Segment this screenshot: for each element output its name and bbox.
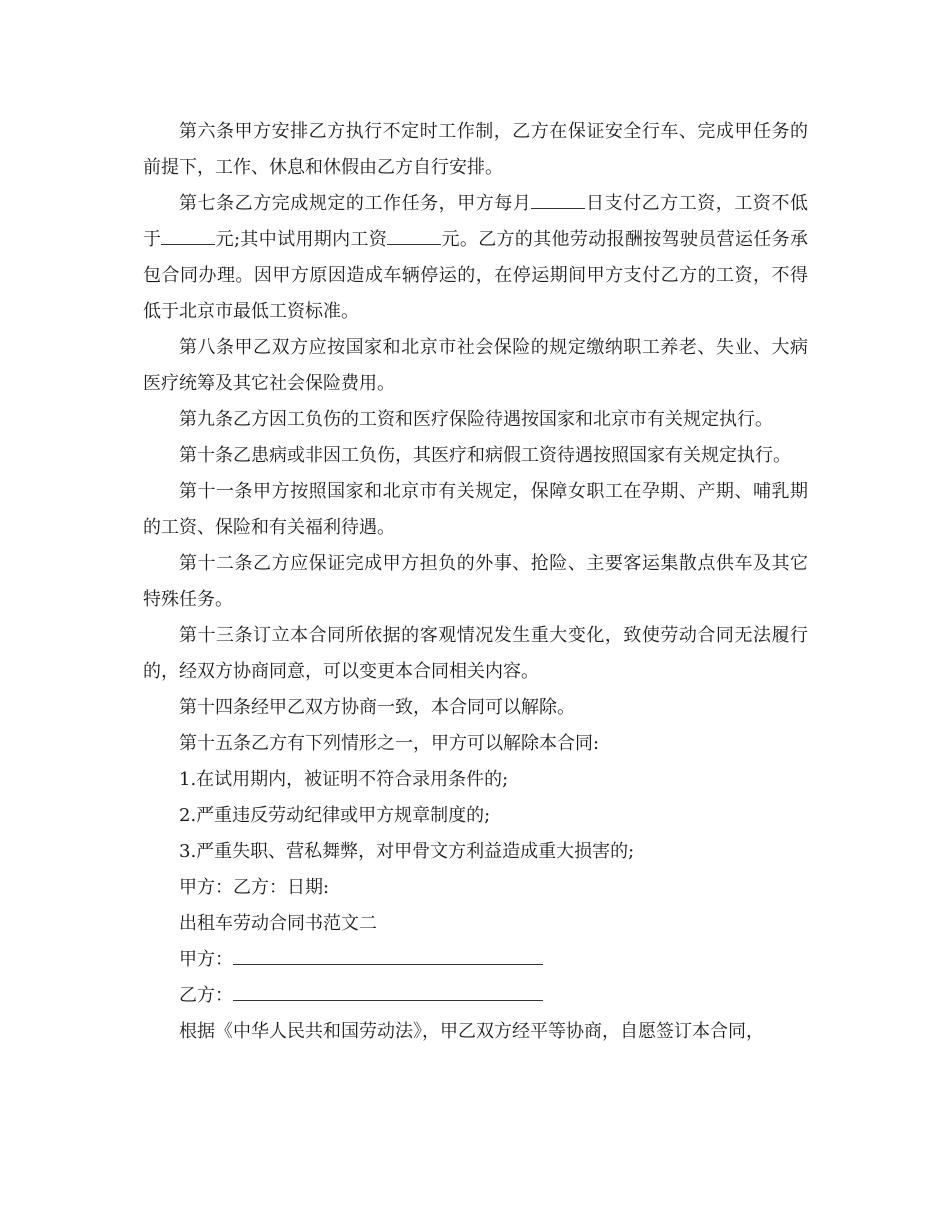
party-b-label: 乙方： xyxy=(179,985,233,1006)
article-11: 第十一条甲方按照国家和北京市有关规定，保障女职工在孕期、产期、哺乳期的工资、保险和有关福利待遇。 xyxy=(143,481,808,538)
article-15: 第十五条乙方有下列情形之一，甲方可以解除本合同: xyxy=(179,733,600,754)
intro-paragraph: 根据《中华人民共和国劳动法》，甲乙双方经平等协商，自愿签订本合同， xyxy=(179,1021,764,1042)
contract-text xyxy=(143,114,808,1050)
article-7-part-1: 第七条乙方完成规定的工作任务，甲方每月 xyxy=(179,193,532,214)
article-15-item-1: 1.在试用期内，被证明不符合录用条件的; xyxy=(179,769,509,790)
article-7-part-3: 元;其中试用期内工资 xyxy=(215,229,388,250)
probation-wage-blank xyxy=(387,224,441,245)
article-7 xyxy=(143,186,808,330)
section-title: 出租车劳动合同书范文二 xyxy=(179,913,377,934)
article-8: 第八条甲乙双方应按国家和北京市社会保险的规定缴纳职工养老、失业、大病医疗统筹及其它社会保险费用。 xyxy=(143,337,808,394)
party-a-label: 甲方： xyxy=(179,949,233,970)
article-13: 第十三条订立本合同所依据的客观情况发生重大变化，致使劳动合同无法履行的，经双方协商同意，可以变更本合同相关内容。 xyxy=(143,625,808,682)
party-b-line xyxy=(143,978,808,1014)
article-15-item-2: 2.严重违反劳动纪律或甲方规章制度的; xyxy=(179,805,491,826)
article-10: 第十条乙患病或非因工负伤，其医疗和病假工资待遇按照国家有关规定执行。 xyxy=(179,445,791,466)
party-a-line xyxy=(143,942,808,978)
article-6: 第六条甲方安排乙方执行不定时工作制，乙方在保证安全行车、完成甲任务的前提下，工作、休息和休假由乙方自行安排。 xyxy=(143,121,808,178)
min-wage-blank xyxy=(161,224,215,245)
pay-day-blank xyxy=(531,188,585,209)
article-7-part-2: 日支付乙方工资，工资不低于 xyxy=(143,193,809,250)
party-b-blank xyxy=(233,980,543,1001)
article-15-item-3: 3.严重失职、营私舞弊，对甲骨文方利益造成重大损害的; xyxy=(179,841,635,862)
party-a-blank xyxy=(233,944,543,965)
signature-line: 甲方：乙方：日期: xyxy=(179,877,330,898)
article-12: 第十二条乙方应保证完成甲方担负的外事、抢险、主要客运集散点供车及其它特殊任务。 xyxy=(143,553,808,610)
article-9: 第九条乙方因工负伤的工资和医疗保险待遇按国家和北京市有关规定执行。 xyxy=(179,409,773,430)
article-7-part-4: 元。乙方的其他劳动报酬按驾驶员营运任务承包合同办理。因甲方原因造成车辆停运的，在停运期间甲方支付乙方的工资，不得低于北京市最低工资标准。 xyxy=(143,229,808,322)
article-14: 第十四条经甲乙双方协商一致，本合同可以解除。 xyxy=(179,697,575,718)
